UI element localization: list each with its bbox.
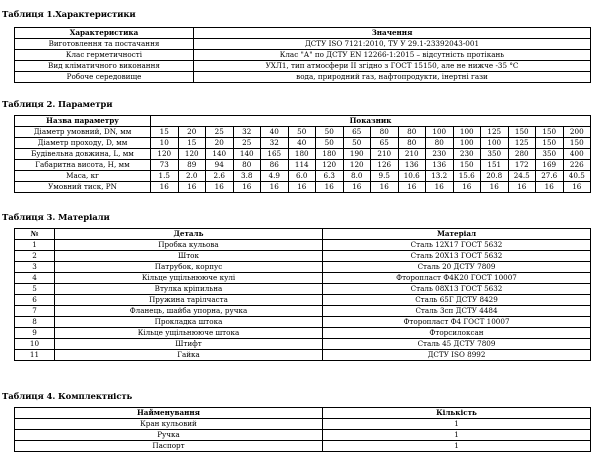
- parameter-value-cell: 16: [233, 182, 261, 193]
- material-cell: Фторсилоксан: [323, 328, 591, 339]
- material-cell: Фторопласт Ф4К20 ГОСТ 10007: [323, 273, 591, 284]
- table-header-row: [15, 408, 591, 419]
- table-row: [15, 306, 591, 317]
- row-number-cell: 4: [15, 273, 55, 284]
- part-name-cell: Пружина тарілчаста: [55, 295, 323, 306]
- header-cell: №: [15, 229, 55, 240]
- parameter-value-cell: 15: [151, 127, 179, 138]
- parameter-name-cell: Будівельна довжина, L, мм: [15, 149, 151, 160]
- table3-caption: Таблиця 3. Матеріали: [2, 213, 110, 223]
- table-cell: Робоче середовище: [15, 72, 194, 83]
- parameter-value-cell: 16: [316, 182, 344, 193]
- table-row: [15, 39, 591, 50]
- parameter-value-cell: 27.6: [536, 171, 564, 182]
- parameter-value-cell: 16: [178, 182, 206, 193]
- table-row: [15, 182, 591, 193]
- parameter-value-cell: 24.5: [508, 171, 536, 182]
- parameter-value-cell: 6.3: [316, 171, 344, 182]
- parameter-value-cell: 16: [261, 182, 289, 193]
- parameter-value-cell: 80: [398, 138, 426, 149]
- parameter-value-cell: 150: [536, 138, 564, 149]
- parameter-value-cell: 10.6: [398, 171, 426, 182]
- parameter-value-cell: 136: [398, 160, 426, 171]
- header-cell: Кількість: [323, 408, 591, 419]
- table-header-row: [15, 116, 591, 127]
- table-row: [15, 430, 591, 441]
- material-cell: Сталь 08Х13 ГОСТ 5632: [323, 284, 591, 295]
- header-cell: Характеристика: [15, 28, 194, 39]
- part-name-cell: Фланець, шайба упорна, ручка: [55, 306, 323, 317]
- parameter-value-cell: 50: [343, 138, 371, 149]
- parameter-value-cell: 100: [481, 138, 509, 149]
- parameter-value-cell: 125: [481, 127, 509, 138]
- part-name-cell: Пробка кульова: [55, 240, 323, 251]
- row-number-cell: 9: [15, 328, 55, 339]
- parameter-value-cell: 190: [343, 149, 371, 160]
- table-cell: 1: [323, 441, 591, 452]
- parameter-value-cell: 140: [206, 149, 234, 160]
- parameter-value-cell: 16: [206, 182, 234, 193]
- header-cell: Значення: [194, 28, 591, 39]
- parameter-value-cell: 20: [178, 127, 206, 138]
- parameter-name-cell: Маса, кг: [15, 171, 151, 182]
- parameter-name-cell: Діаметр умовний, DN, мм: [15, 127, 151, 138]
- parameter-name-cell: Діаметр проходу, D, мм: [15, 138, 151, 149]
- table-row: [15, 127, 591, 138]
- parameter-value-cell: 136: [426, 160, 454, 171]
- table-row: [15, 339, 591, 350]
- parameter-value-cell: 2.6: [206, 171, 234, 182]
- parameter-value-cell: 16: [536, 182, 564, 193]
- parameter-value-cell: 3.8: [233, 171, 261, 182]
- material-cell: Фторопласт Ф4 ГОСТ 10007: [323, 317, 591, 328]
- parameter-value-cell: 151: [481, 160, 509, 171]
- parameter-value-cell: 80: [398, 127, 426, 138]
- table-row: [15, 441, 591, 452]
- table-row: [15, 328, 591, 339]
- parameter-value-cell: 100: [453, 138, 481, 149]
- row-number-cell: 10: [15, 339, 55, 350]
- material-cell: Сталь 20 ДСТУ 7809: [323, 262, 591, 273]
- part-name-cell: Штифт: [55, 339, 323, 350]
- parameter-name-cell: Габаритна висота, H, мм: [15, 160, 151, 171]
- parameter-value-cell: 280: [508, 149, 536, 160]
- table-cell: Ручка: [15, 430, 323, 441]
- part-name-cell: Прокладка штока: [55, 317, 323, 328]
- parameter-value-cell: 80: [371, 127, 399, 138]
- table-row: [15, 419, 591, 430]
- table-row: [15, 149, 591, 160]
- parameter-value-cell: 9.5: [371, 171, 399, 182]
- parameter-value-cell: 73: [151, 160, 179, 171]
- table-cell: Кран кульовий: [15, 419, 323, 430]
- table-row: [15, 50, 591, 61]
- part-name-cell: Гайка: [55, 350, 323, 361]
- table-header-row: [15, 229, 591, 240]
- parameter-value-cell: 150: [508, 127, 536, 138]
- parameter-value-cell: 169: [536, 160, 564, 171]
- parameter-value-cell: 16: [426, 182, 454, 193]
- parameter-value-cell: 16: [453, 182, 481, 193]
- parameter-value-cell: 4.9: [261, 171, 289, 182]
- table4-caption: Таблиця 4. Комплектність: [2, 392, 133, 402]
- parameter-value-cell: 400: [563, 149, 591, 160]
- table-row: [15, 240, 591, 251]
- parameter-value-cell: 16: [288, 182, 316, 193]
- parameter-value-cell: 180: [316, 149, 344, 160]
- parameter-value-cell: 50: [288, 127, 316, 138]
- parameter-value-cell: 16: [151, 182, 179, 193]
- materials-table: [14, 228, 591, 361]
- table-row: [15, 317, 591, 328]
- table2-caption: Таблиця 2. Параметри: [2, 100, 113, 110]
- table-row: [15, 251, 591, 262]
- part-name-cell: Втулка кріпильна: [55, 284, 323, 295]
- parameter-value-cell: 165: [261, 149, 289, 160]
- parameter-value-cell: 16: [398, 182, 426, 193]
- parameter-value-cell: 65: [371, 138, 399, 149]
- parameter-value-cell: 32: [261, 138, 289, 149]
- table-cell: Виготовлення та постачання: [15, 39, 194, 50]
- parameter-value-cell: 40: [288, 138, 316, 149]
- material-cell: Сталь 12Х17 ГОСТ 5632: [323, 240, 591, 251]
- parameter-value-cell: 210: [371, 149, 399, 160]
- part-name-cell: Кільце ущільнююче штока: [55, 328, 323, 339]
- parameter-value-cell: 2.0: [178, 171, 206, 182]
- parameter-value-cell: 150: [453, 160, 481, 171]
- parameter-value-cell: 65: [343, 127, 371, 138]
- parameter-value-cell: 80: [233, 160, 261, 171]
- parameter-value-cell: 100: [453, 127, 481, 138]
- parameter-value-cell: 13.2: [426, 171, 454, 182]
- table-cell: Клас герметичності: [15, 50, 194, 61]
- header-cell: Назва параметру: [15, 116, 151, 127]
- parameter-value-cell: 350: [536, 149, 564, 160]
- table-row: [15, 160, 591, 171]
- parameter-value-cell: 140: [233, 149, 261, 160]
- table-cell: 1: [323, 430, 591, 441]
- material-cell: Сталь 3сп ДСТУ 4484: [323, 306, 591, 317]
- table-row: [15, 284, 591, 295]
- table-row: [15, 72, 591, 83]
- parameter-value-cell: 80: [426, 138, 454, 149]
- table1-caption: Таблиця 1.Характеристики: [2, 10, 136, 20]
- parameter-value-cell: 200: [563, 127, 591, 138]
- parameter-value-cell: 126: [371, 160, 399, 171]
- header-cell: Матеріал: [323, 229, 591, 240]
- characteristics-table: [14, 27, 591, 83]
- table-cell: Паспорт: [15, 441, 323, 452]
- table-header-row: [15, 28, 591, 39]
- row-number-cell: 2: [15, 251, 55, 262]
- parameter-value-cell: 180: [288, 149, 316, 160]
- table-row: [15, 350, 591, 361]
- table-row: [15, 138, 591, 149]
- table-cell: УХЛ1, тип атмосфери II згідно з ГОСТ 15150, але не нижче -35 °С: [194, 61, 591, 72]
- row-number-cell: 1: [15, 240, 55, 251]
- parameter-value-cell: 350: [481, 149, 509, 160]
- parameter-value-cell: 150: [563, 138, 591, 149]
- parameter-value-cell: 25: [233, 138, 261, 149]
- table-cell: Вид кліматичного виконання: [15, 61, 194, 72]
- parameter-value-cell: 114: [288, 160, 316, 171]
- parameter-value-cell: 125: [508, 138, 536, 149]
- parameter-value-cell: 32: [233, 127, 261, 138]
- parameter-value-cell: 89: [178, 160, 206, 171]
- parameter-value-cell: 172: [508, 160, 536, 171]
- parameter-value-cell: 94: [206, 160, 234, 171]
- table-row: [15, 61, 591, 72]
- parameter-value-cell: 10: [151, 138, 179, 149]
- table-cell: ДСТУ ISO 7121:2010, ТУ У 29.1-23392043-001: [194, 39, 591, 50]
- header-cell: Найменування: [15, 408, 323, 419]
- parameter-value-cell: 150: [536, 127, 564, 138]
- table-row: [15, 262, 591, 273]
- row-number-cell: 7: [15, 306, 55, 317]
- parameter-value-cell: 100: [426, 127, 454, 138]
- parameter-value-cell: 50: [316, 127, 344, 138]
- parameter-value-cell: 25: [206, 127, 234, 138]
- table-cell: вода, природний газ, нафтопродукти, інертні гази: [194, 72, 591, 83]
- material-cell: Сталь 45 ДСТУ 7809: [323, 339, 591, 350]
- parameter-value-cell: 16: [371, 182, 399, 193]
- parameters-table: [14, 115, 591, 193]
- parameter-value-cell: 120: [343, 160, 371, 171]
- parameter-value-cell: 230: [426, 149, 454, 160]
- parameter-value-cell: 20: [206, 138, 234, 149]
- parameter-value-cell: 40.5: [563, 171, 591, 182]
- row-number-cell: 3: [15, 262, 55, 273]
- parameter-value-cell: 86: [261, 160, 289, 171]
- row-number-cell: 11: [15, 350, 55, 361]
- table-cell: 1: [323, 419, 591, 430]
- part-name-cell: Патрубок, корпус: [55, 262, 323, 273]
- completeness-table: [14, 407, 591, 452]
- parameter-value-cell: 16: [563, 182, 591, 193]
- parameter-value-cell: 15: [178, 138, 206, 149]
- material-cell: ДСТУ ISO 8992: [323, 350, 591, 361]
- parameter-value-cell: 120: [316, 160, 344, 171]
- parameter-value-cell: 16: [508, 182, 536, 193]
- material-cell: Сталь 20Х13 ГОСТ 5632: [323, 251, 591, 262]
- part-name-cell: Шток: [55, 251, 323, 262]
- parameter-value-cell: 15.6: [453, 171, 481, 182]
- parameter-value-cell: 8.0: [343, 171, 371, 182]
- parameter-value-cell: 226: [563, 160, 591, 171]
- material-cell: Сталь 65Г ДСТУ 8429: [323, 295, 591, 306]
- table-row: [15, 295, 591, 306]
- parameter-value-cell: 210: [398, 149, 426, 160]
- parameter-value-cell: 6.0: [288, 171, 316, 182]
- parameter-name-cell: Умовний тиск, PN: [15, 182, 151, 193]
- parameter-value-cell: 16: [343, 182, 371, 193]
- table-row: [15, 273, 591, 284]
- parameter-value-cell: 120: [178, 149, 206, 160]
- header-cell: Показник: [151, 116, 591, 127]
- parameter-value-cell: 50: [316, 138, 344, 149]
- table-cell: Клас "А" по ДСТУ EN 12266-1:2015 – відсутність протікань: [194, 50, 591, 61]
- parameter-value-cell: 40: [261, 127, 289, 138]
- header-cell: Деталь: [55, 229, 323, 240]
- part-name-cell: Кільце ущільнююче кулі: [55, 273, 323, 284]
- table-row: [15, 171, 591, 182]
- row-number-cell: 6: [15, 295, 55, 306]
- parameter-value-cell: 20.8: [481, 171, 509, 182]
- row-number-cell: 5: [15, 284, 55, 295]
- row-number-cell: 8: [15, 317, 55, 328]
- parameter-value-cell: 230: [453, 149, 481, 160]
- parameter-value-cell: 1.5: [151, 171, 179, 182]
- parameter-value-cell: 16: [481, 182, 509, 193]
- parameter-value-cell: 120: [151, 149, 179, 160]
